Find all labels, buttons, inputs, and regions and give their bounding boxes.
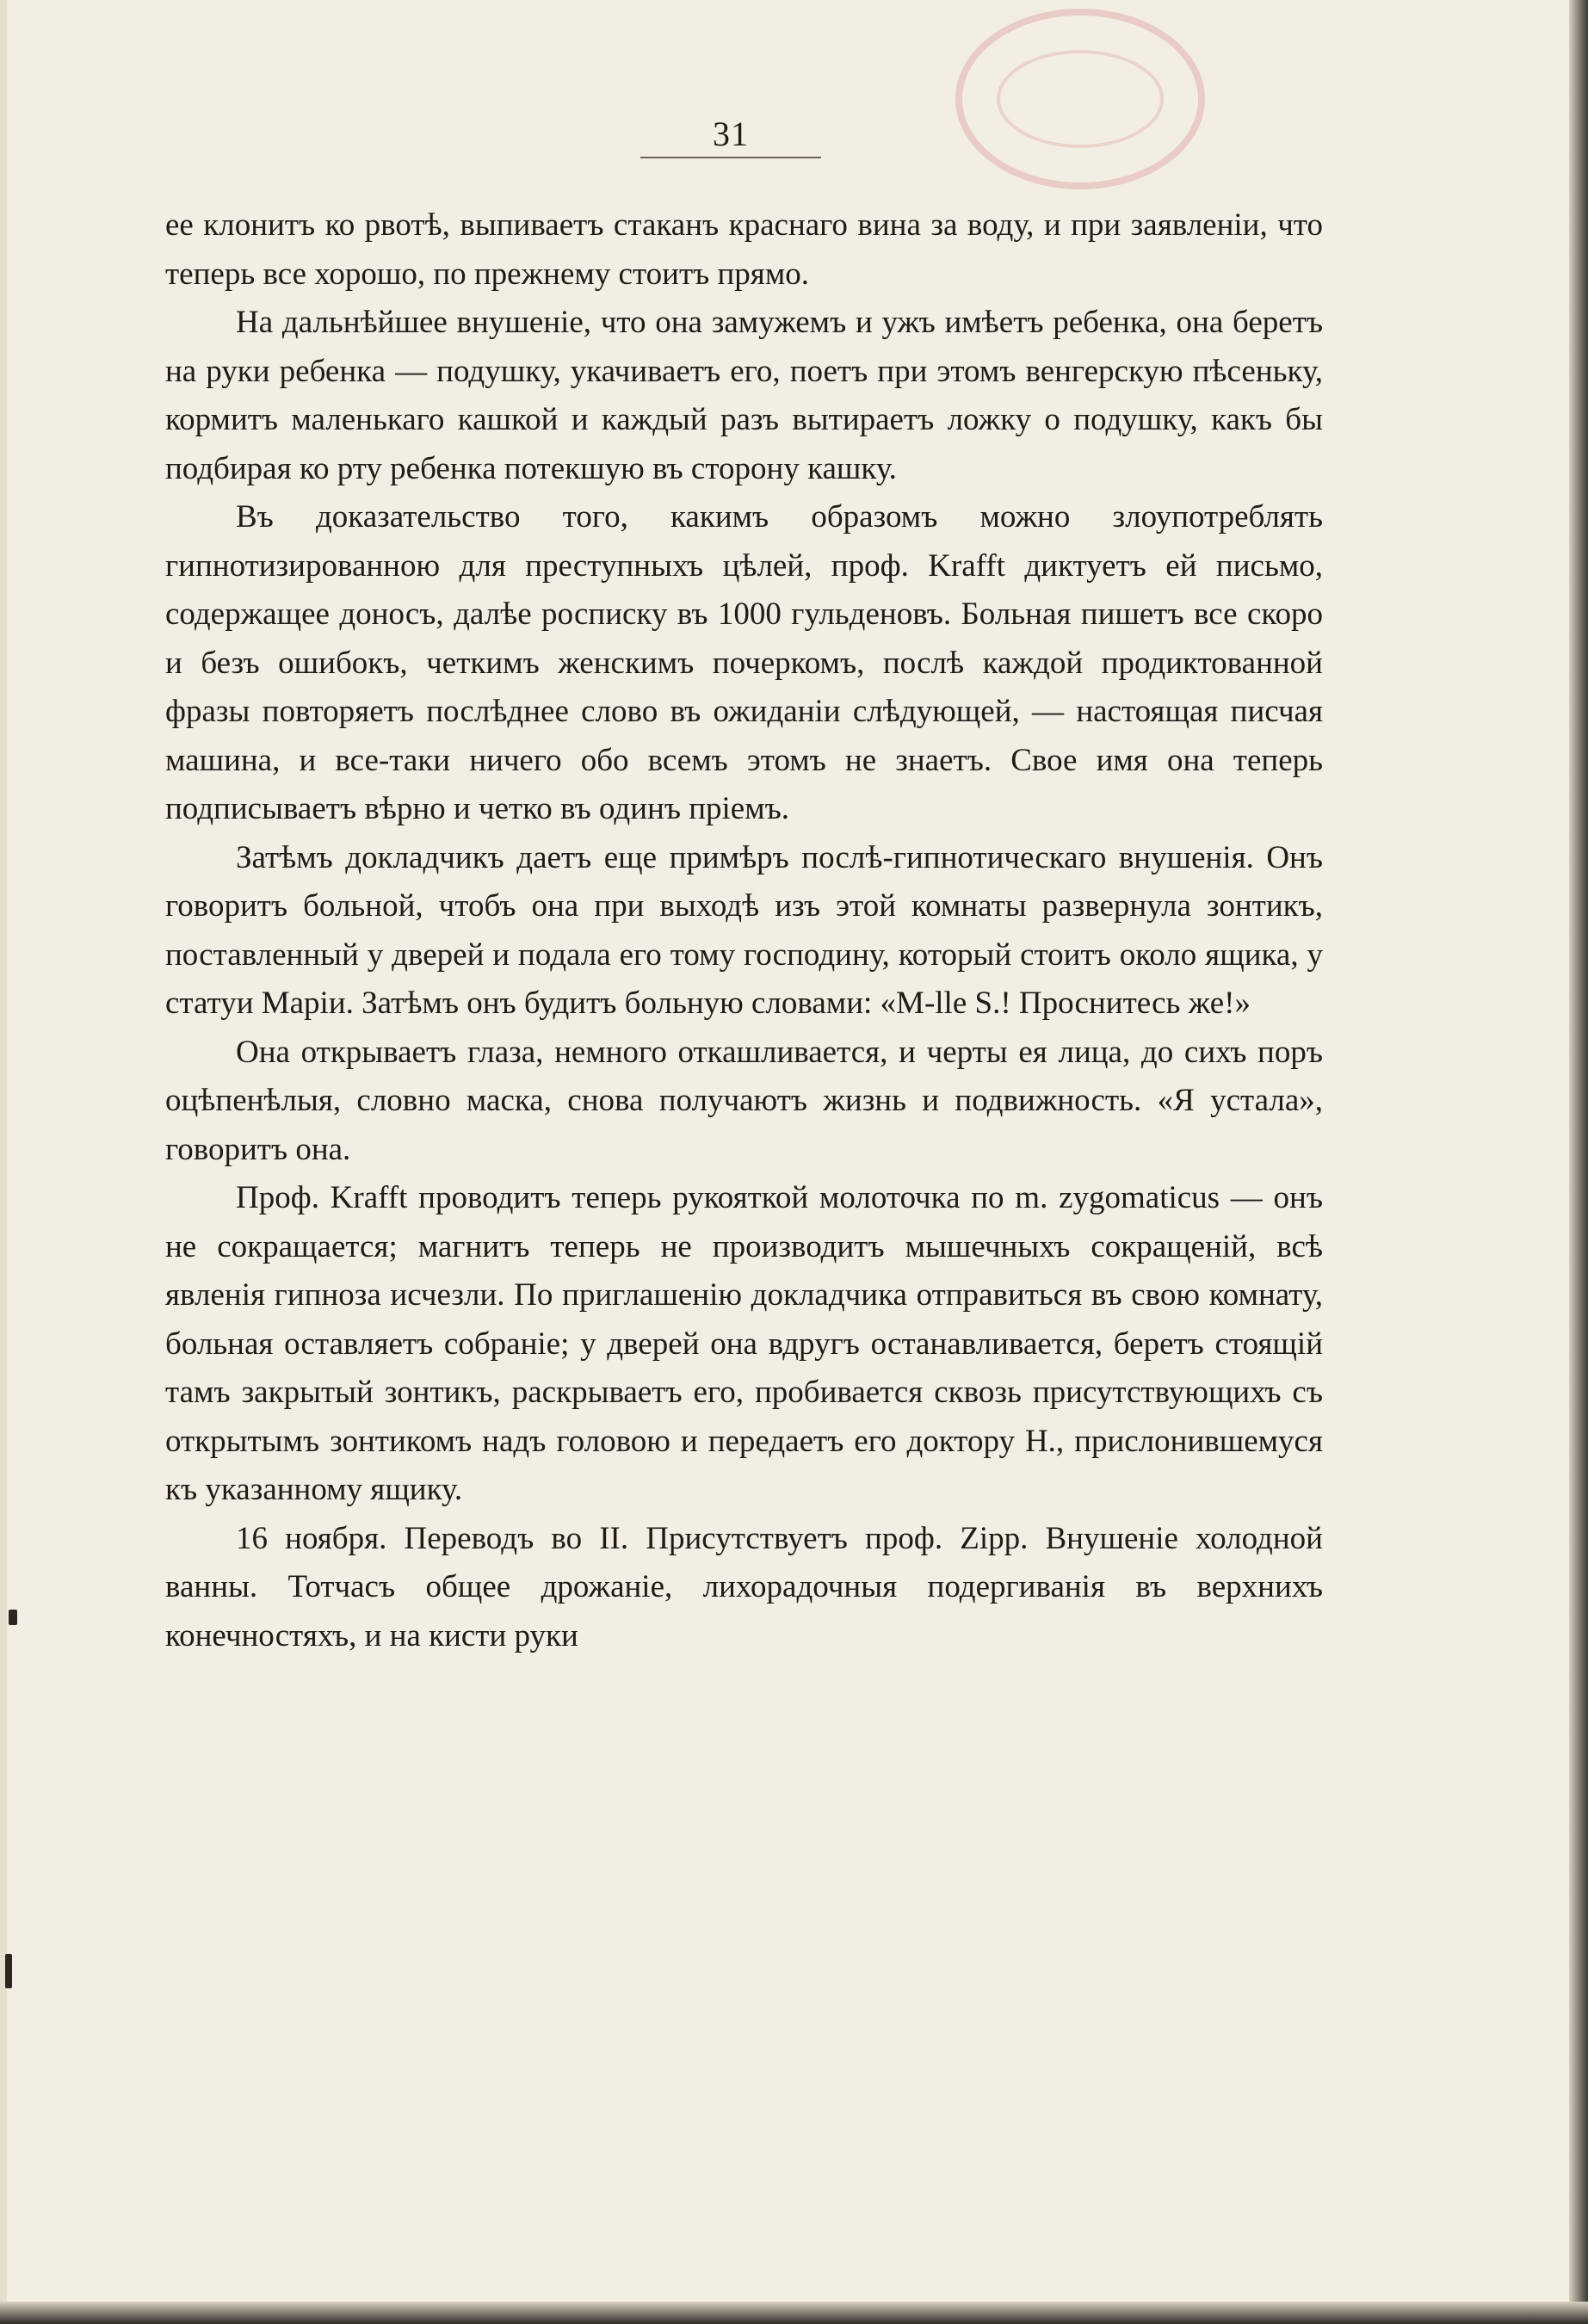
page-bottom-edge-shadow xyxy=(0,2302,1588,2324)
body-text xyxy=(165,201,1323,1660)
paragraph: На дальнѣйшее внушеніе, что она замужемъ и ужъ имѣетъ ребенка, она беретъ на руки ребенка — подушку, укачиваетъ его, поетъ при этомъ венгерскую пѣсеньку, кормитъ маленькаго кашкой и каждый разъ вытираетъ ложку о подушку, какъ бы подбирая ко рту ребенка потекшую въ сторону кашку. xyxy=(165,305,1323,486)
paragraph: 16 ноября. Переводъ во II. Присутствуетъ проф. Zipp. Внушеніе холодной ванны. Тотчасъ общее дрожаніе, лихорадочныя подергиванія въ верхнихъ конечностяхъ, и на кисти руки xyxy=(165,1520,1323,1653)
library-stamp-seal xyxy=(955,9,1205,189)
paragraph: Въ доказательство того, какимъ образомъ можно злоупотреблять гипнотизированною для преступныхъ цѣлей, проф. Krafft диктуетъ ей письмо, содержащее доносъ, далѣе росписку въ 1000 гульденовъ. Больная пишетъ все скоро и безъ ошибокъ, четкимъ женскимъ почеркомъ, послѣ каждой продиктованной фразы повторяетъ послѣднее слово въ ожиданіи слѣдующей, — настоящая писчая машина, и все-таки ничего обо всемъ этомъ не знаетъ. Свое имя она теперь подписываетъ вѣрно и четко въ одинъ пріемъ. xyxy=(165,499,1323,826)
paragraph: Затѣмъ докладчикъ даетъ еще примѣръ послѣ-гипнотическаго внушенія. Онъ говоритъ больной, чтобъ она при выходѣ изъ этой комнаты развернула зонтикъ, поставленный у дверей и подала его тому господину, который стоитъ около ящика, у статуи Маріи. Затѣмъ онъ будитъ больную словами: «M-lle S.! Проснитесь же!» xyxy=(165,839,1323,1021)
library-stamp-inner-ring xyxy=(997,50,1164,148)
paragraph: Она открываетъ глаза, немного откашливается, и черты ея лица, до сихъ поръ оцѣпенѣлыя, словно маска, снова получаютъ жизнь и подвижность. «Я устала», говоритъ она. xyxy=(165,1034,1323,1167)
margin-mark xyxy=(5,1954,12,1988)
paragraph: Проф. Krafft проводитъ теперь рукояткой молоточка по m. zygomaticus — онъ не сокращается; магнитъ теперь не производитъ мышечныхъ сокращеній, всѣ явленія гипноза исчезли. По приглашенію докладчика отправиться въ свою комнату, больная оставляетъ собраніе; у дверей она вдругъ останавливается, беретъ стоящій тамъ закрытый зонтикъ, раскрываетъ его, пробивается сквозь присутствующихъ съ открытымъ зонтикомъ надъ головою и передаетъ его доктору Н., прислонившемуся къ указанному ящику. xyxy=(165,1180,1323,1507)
page-right-edge-shadow xyxy=(1569,0,1588,2324)
page-number-rule xyxy=(640,157,821,158)
page-number: 31 xyxy=(713,114,749,153)
paragraph: ее клонитъ ко рвотѣ, выпиваетъ стаканъ краснаго вина за воду, и при заявленіи, что теперь все хорошо, по прежнему стоитъ прямо. xyxy=(165,207,1323,292)
margin-mark xyxy=(9,1610,17,1625)
